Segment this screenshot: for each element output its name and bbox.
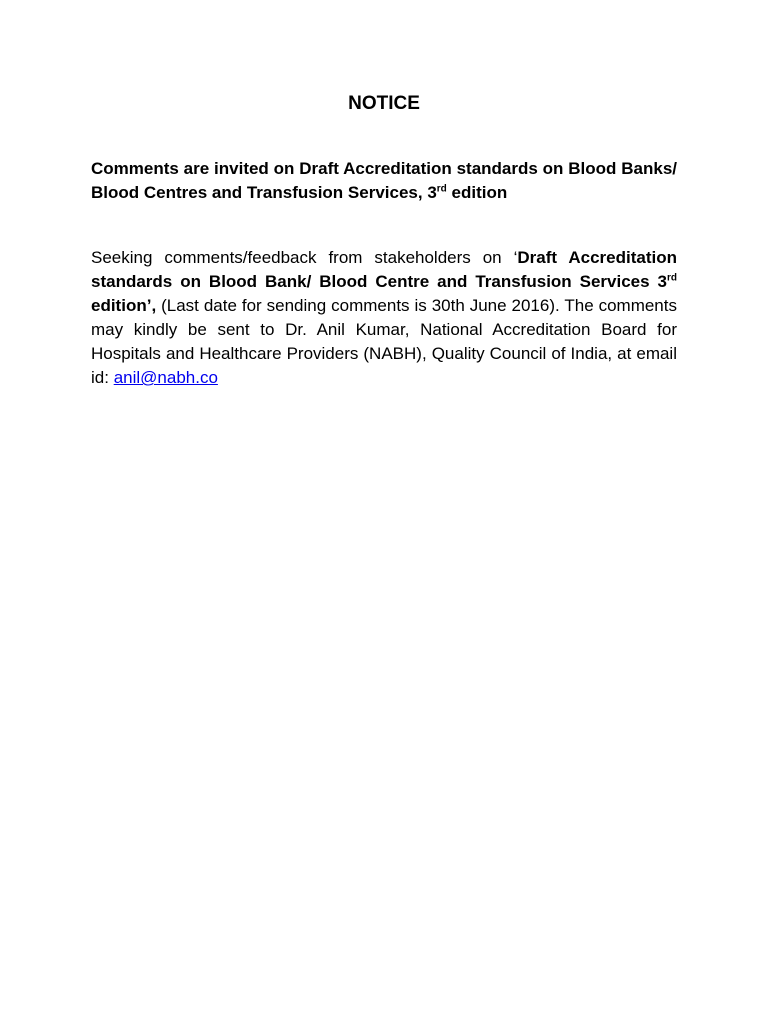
notice-intro-paragraph [91, 157, 677, 205]
intro-tail: edition [446, 183, 508, 202]
body-details: (Last date for sending comments is 30th June 2016). The comments may kindly be sent to Dr. Anil Kumar, National Accreditation Board for Hospitals and Healthcare Providers (NABH), Quality Council of India, at email id: [91, 296, 677, 387]
intro-ordinal-suffix: rd [436, 183, 447, 195]
body-ordinal-suffix: rd [667, 272, 677, 284]
body-edition-text: edition’, [91, 296, 157, 315]
body-standards-title: Draft Accreditation standards on Blood Bank/ Blood Centre and Transfusion Services 3 [91, 248, 677, 291]
body-lead: Seeking comments/feedback from stakeholders on ‘ [91, 248, 518, 267]
notice-title: NOTICE [348, 93, 420, 114]
intro-text: Comments are invited on Draft Accreditation standards on Blood Banks/ Blood Centres and Transfusion Services, 3 [91, 159, 677, 202]
email-link[interactable]: anil@nabh.co [113, 368, 218, 387]
notice-body-paragraph [91, 246, 677, 390]
